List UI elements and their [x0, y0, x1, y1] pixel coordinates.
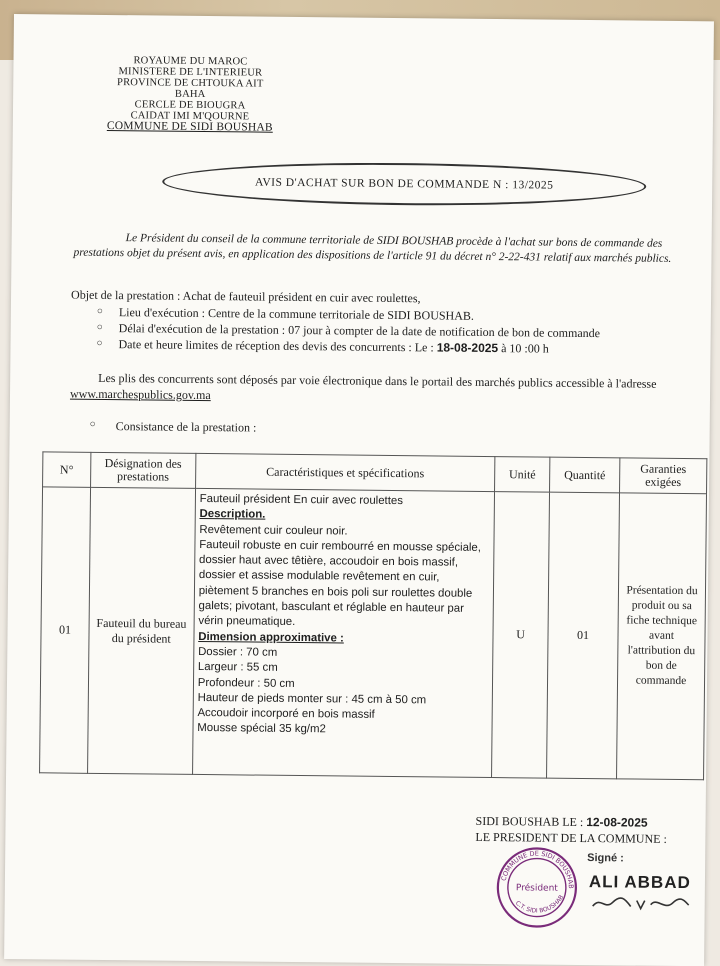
dimension-label: Dimension approximative : [198, 630, 344, 645]
header-line: CAIDAT IMI M'QOURNE [130, 110, 250, 123]
dimension-line: Hauteur de pieds monter sur : 45 cm à 50 cm [197, 691, 427, 707]
description-label: Description. [199, 508, 266, 521]
stamp-bottom-text: C.T. SIDI BOUSHAB [513, 893, 566, 915]
cell-quantite: 01 [547, 492, 620, 779]
portal-link[interactable]: www.marchespublics.gov.ma [69, 386, 211, 403]
intro-paragraph: Le Président du conseil de la commune territoriale de SIDI BOUSHAB procède à l'achat sur bons de commande des prestations objet du présent avis, en application des dispositions de l'article 91 du décret n° 2-22-431 relatif aux marchés publics. [73, 232, 672, 265]
cell-designation: Fauteuil du bureau du président [87, 487, 195, 774]
spec-line: Fauteuil robuste en cuir rembourré en mousse spéciale, dossier haut avec têtière, accoudoir en bois massif, dossier et assise modulable revêtement en cuir, piètement 5 branches en bois poli sur roulettes double galets; pivotant, basculant et réglable en hauteur par vérin pneumatique. [198, 538, 482, 629]
consistance-heading [90, 419, 257, 436]
column-header-quantite: Quantité [550, 457, 620, 493]
cell-num: 01 [40, 487, 91, 773]
cell-garanties: Présentation du produit ou sa fiche technique avant l'attribution du bon de commande [617, 493, 707, 780]
commune-name: COMMUNE DE SIDI BOUSHAB [106, 119, 273, 134]
dimension-line: Accoudoir incorporé en bois massif [197, 707, 375, 721]
signature-block [475, 813, 715, 848]
handwritten-signature [591, 894, 691, 913]
spec-line: Revêtement cuir couleur noir. [199, 523, 348, 538]
column-header-unite: Unité [495, 457, 550, 493]
signatory-name: ALI ABBAD [588, 872, 691, 893]
header-line: CERCLE DE BIOUGRA [134, 99, 246, 112]
stamp-center-text: Président [515, 883, 558, 894]
signature-date: 12-08-2025 [586, 815, 648, 830]
submission-paragraph [70, 370, 695, 409]
objet-line: Objet de la prestation : Achat de fauteuil président en cuir avec roulettes, [70, 287, 421, 306]
conditions-list [96, 304, 716, 358]
consistance-label: Consistance de la prestation : [115, 419, 257, 435]
header-line: ROYAUME DU MAROC [133, 55, 248, 68]
bullet-icon: ○ [89, 418, 96, 430]
header-line: PROVINCE DE CHTOUKA AIT BAHA [116, 77, 264, 101]
bullet-icon: ○ [96, 305, 103, 317]
deadline-text [118, 336, 548, 357]
deadline-date: 18-08-2025 [436, 340, 499, 356]
stamp-ring-text: COMMUNE DE SIDI BOUSHAB [499, 849, 575, 889]
signed-label: Signé : [587, 852, 624, 865]
document-page [4, 14, 714, 966]
cell-unite: U [492, 492, 550, 779]
column-header-num: N° [43, 452, 91, 487]
bullet-icon: ○ [96, 337, 103, 349]
column-header-designation: Désignation des prestations [90, 452, 195, 488]
signature-title: LE PRESIDENT DE LA COMMUNE : [475, 829, 667, 846]
prestation-table [39, 451, 707, 780]
signature-place: SIDI BOUSHAB LE : [475, 813, 587, 830]
submission-text: Les plis des concurrents sont déposés par voie électronique dans le portail des marchés publics accessible à l'adresse [98, 370, 657, 391]
header-line: MINISTERE DE L'INTERIEUR [118, 66, 263, 79]
column-header-specs: Caractéristiques et spécifications [195, 453, 495, 491]
column-header-garanties: Garanties exigées [620, 458, 707, 494]
dimension-line: Profondeur : 50 cm [197, 676, 295, 690]
deadline-prefix: Date et heure limites de réception des devis des concurrents : Le : [118, 337, 437, 355]
dimension-line: Largeur : 55 cm [197, 661, 278, 675]
delai-text: Délai d'exécution de la prestation : 07 jour à compter de la date de notification de bon de commande [118, 321, 601, 341]
deadline-suffix: à 10 :00 h [498, 341, 549, 356]
dimension-line: Dossier : 70 cm [198, 645, 278, 659]
notice-title: AVIS D'ACHAT SUR BON DE COMMANDE N : 13/2025 [162, 161, 646, 208]
dimension-line: Mousse spécial 35 kg/m2 [197, 722, 326, 736]
lieu-text: Lieu d'exécution : Centre de la commune territoriale de SIDI BOUSHAB. [118, 305, 475, 323]
administrative-header [105, 55, 276, 134]
cell-specs [192, 488, 494, 777]
spec-title: Fauteuil président En cuir avec roulettes [199, 492, 404, 508]
official-stamp [494, 845, 579, 930]
bullet-icon: ○ [96, 321, 103, 333]
table-row [40, 487, 707, 780]
